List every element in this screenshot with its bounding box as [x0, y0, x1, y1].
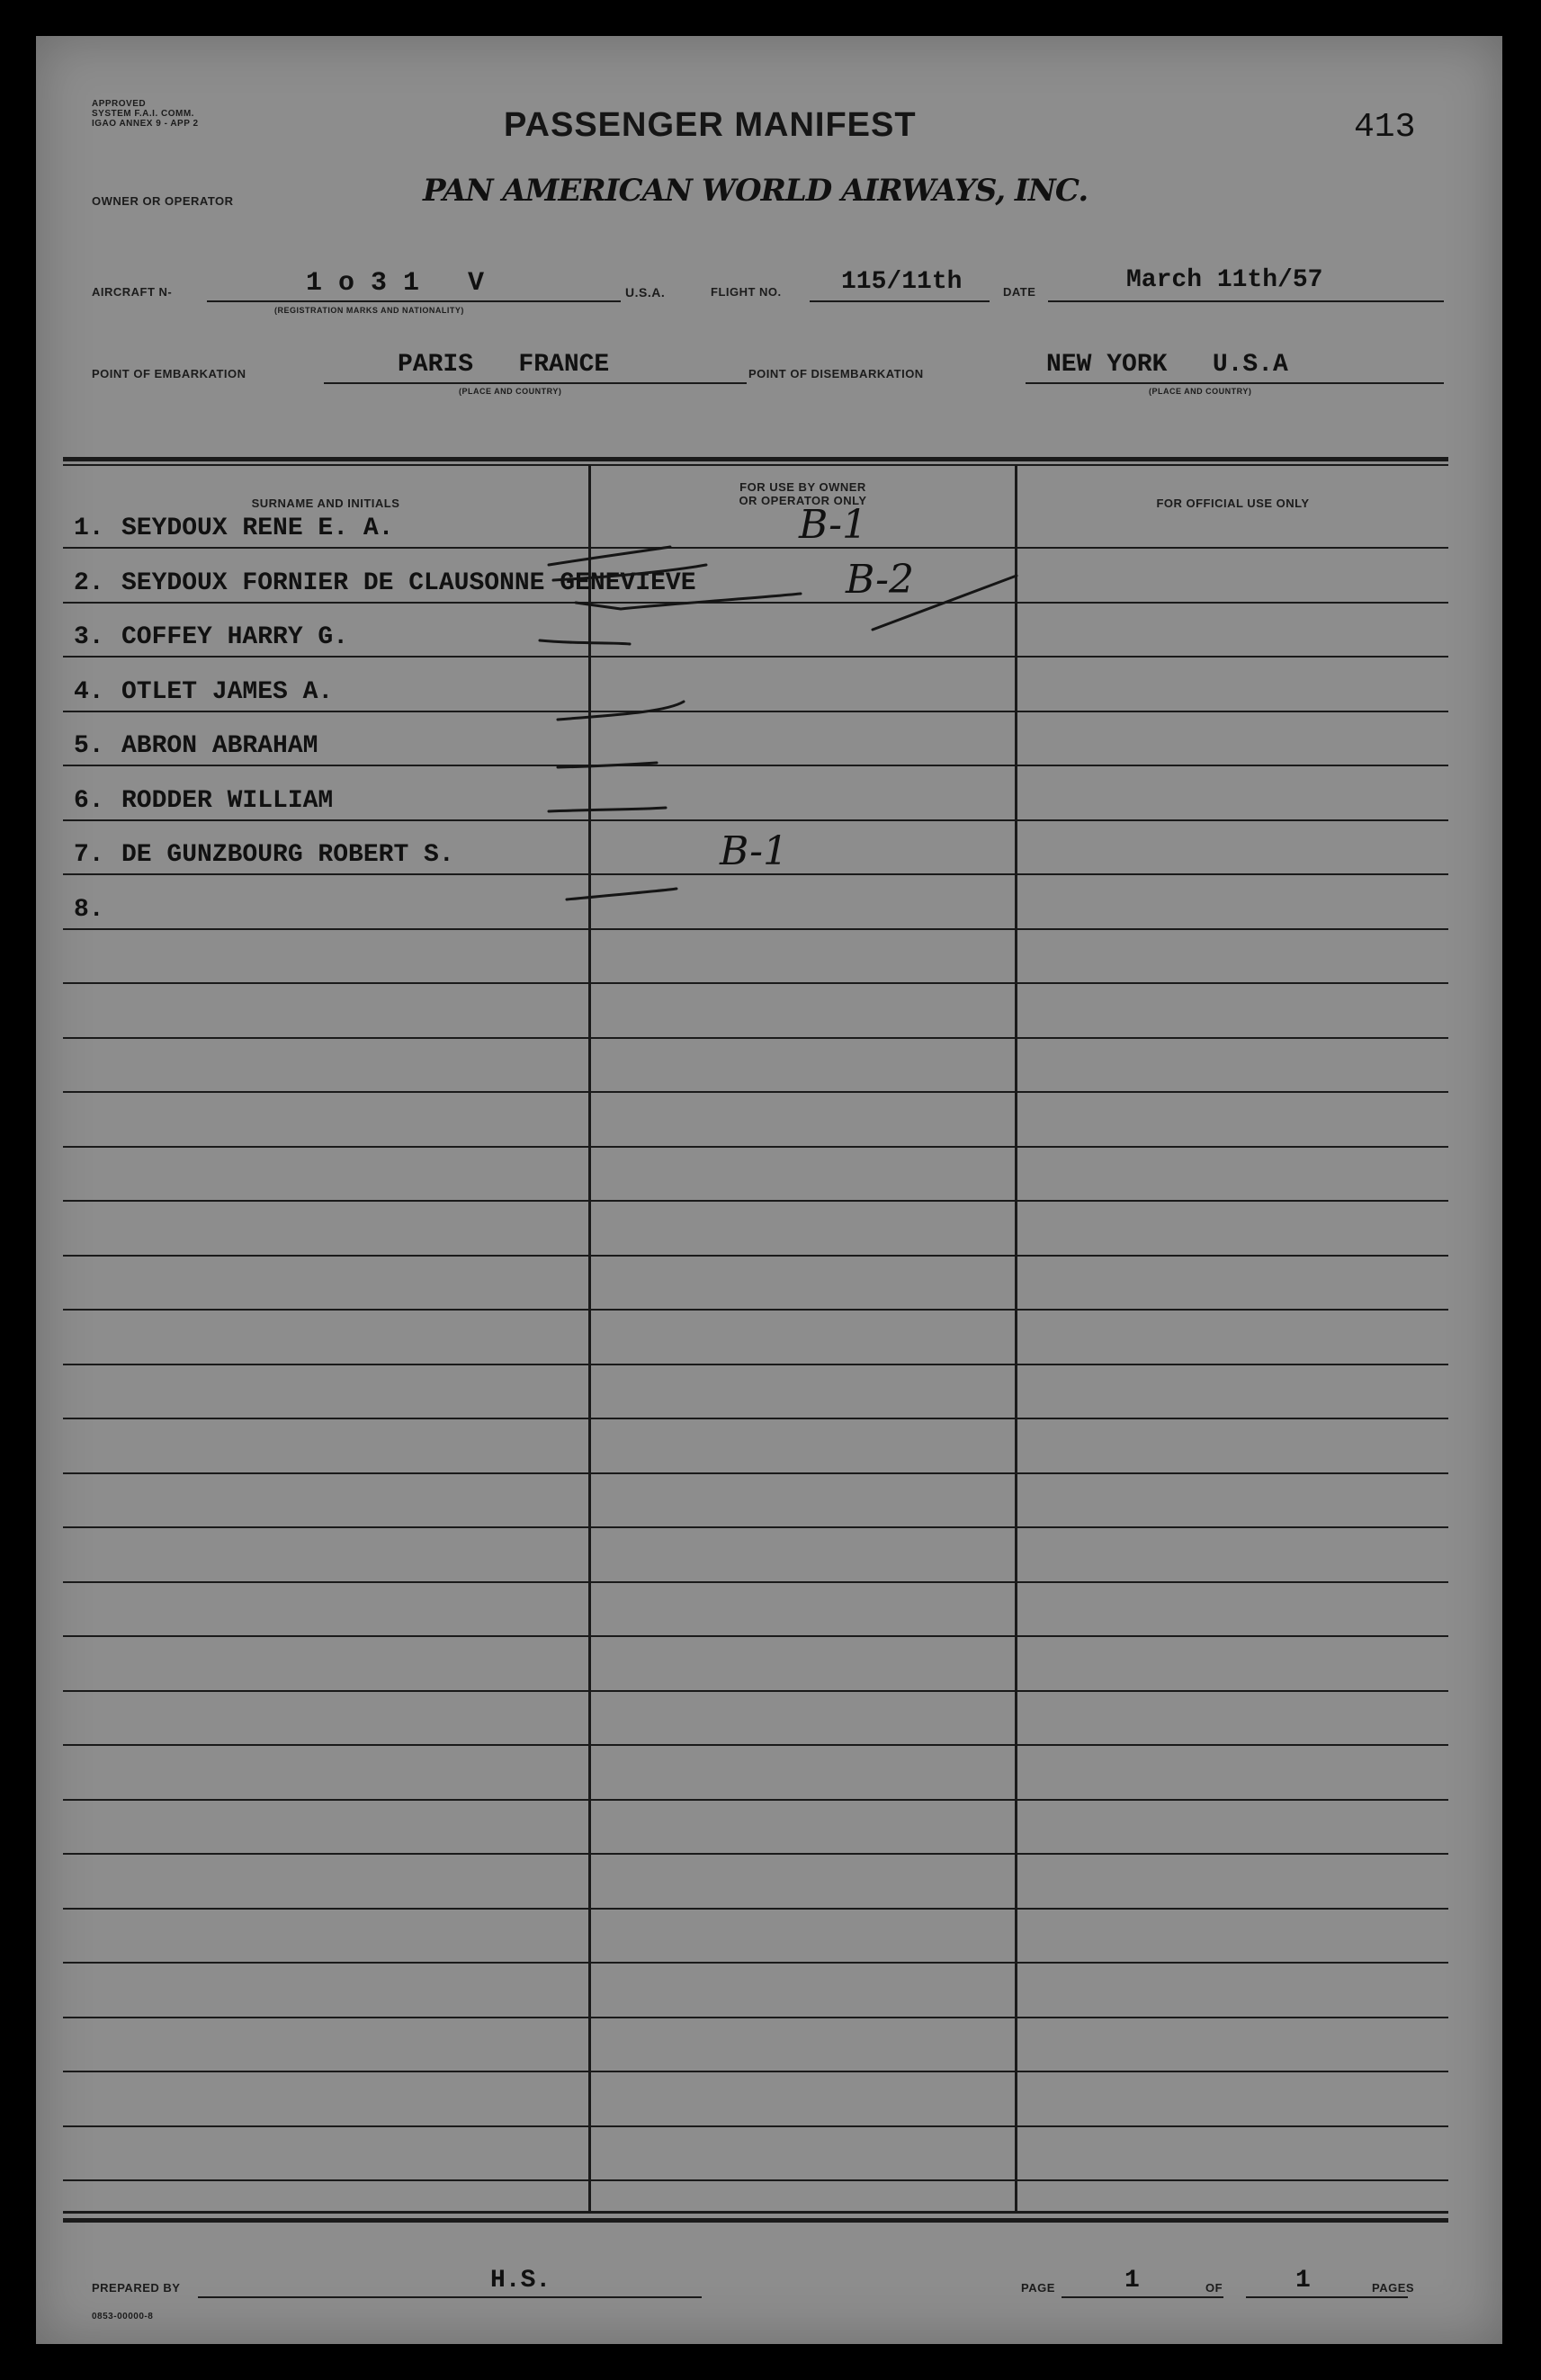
passenger-name: COFFEY HARRY G.	[121, 623, 349, 651]
ruled-line	[63, 1037, 1448, 1039]
aircraft-label: AIRCRAFT N-	[92, 285, 173, 299]
prepared-label: PREPARED BY	[92, 2281, 181, 2295]
row-number: 5.	[74, 732, 104, 760]
ruled-line	[63, 1418, 1448, 1419]
owner-note: B-1	[799, 502, 868, 548]
approval-note: APPROVED SYSTEM F.A.I. COMM. IGAO ANNEX 9 - APP 2	[92, 99, 199, 129]
pen-stroke	[549, 808, 666, 811]
row-number: 1.	[74, 514, 104, 542]
ruled-line	[63, 1799, 1448, 1801]
embark-caption: (PLACE AND COUNTRY)	[459, 387, 562, 396]
pages-label: PAGES	[1372, 2281, 1415, 2295]
ruled-line	[63, 2179, 1448, 2181]
prepared-by: H.S.	[490, 2267, 551, 2295]
ruled-line	[63, 1200, 1448, 1202]
embark-value: PARIS FRANCE	[398, 351, 610, 379]
ruled-line	[63, 1255, 1448, 1257]
passenger-name: DE GUNZBOURG ROBERT S.	[121, 841, 454, 869]
ruled-line	[63, 2017, 1448, 2018]
aircraft-value: 1 o 3 1 V	[306, 268, 485, 299]
row-number: 6.	[74, 787, 104, 815]
ruled-line	[63, 1472, 1448, 1474]
row-number: 4.	[74, 678, 104, 706]
passenger-name: RODDER WILLIAM	[121, 787, 334, 815]
pen-stroke	[567, 889, 676, 899]
ruled-line	[63, 1146, 1448, 1148]
form-code: 0853-00000-8	[92, 2312, 154, 2322]
header-surname: SURNAME AND INITIALS	[251, 497, 400, 510]
ruled-line	[63, 1908, 1448, 1910]
ruled-line	[63, 1526, 1448, 1528]
pen-stroke	[553, 565, 706, 580]
date-value: March 11th/57	[1126, 266, 1323, 294]
pen-marks	[36, 36, 1502, 1025]
passenger-name: SEYDOUX RENE E. A.	[121, 514, 394, 542]
ruled-line	[63, 2071, 1448, 2072]
prepared-underline	[198, 2296, 702, 2298]
embark-label: POINT OF EMBARKATION	[92, 367, 246, 380]
total-pages: 1	[1295, 2267, 1311, 2295]
country-label: U.S.A.	[625, 285, 666, 300]
page-number: 413	[1354, 108, 1416, 147]
passenger-name: SEYDOUX FORNIER DE CLAUSONNE GENEVIEVE	[121, 569, 696, 597]
ruled-line	[63, 1744, 1448, 1746]
ruled-line	[63, 1091, 1448, 1093]
ruled-line	[63, 2125, 1448, 2127]
ruled-line	[63, 1635, 1448, 1637]
flight-label: FLIGHT NO.	[711, 285, 782, 299]
ruled-line	[63, 1690, 1448, 1692]
pen-stroke	[873, 576, 1017, 630]
operator-name: PAN AMERICAN WORLD AIRWAYS, INC.	[423, 173, 1089, 209]
of-underline	[1246, 2296, 1408, 2298]
row-number: 7.	[74, 841, 104, 869]
page-title: PASSENGER MANIFEST	[504, 106, 917, 144]
owner-note: B-2	[846, 557, 915, 603]
header-official-use: FOR OFFICIAL USE ONLY	[1156, 497, 1310, 510]
flight-number: 115/11th	[841, 268, 963, 296]
of-label: OF	[1205, 2281, 1223, 2295]
page-underline	[1062, 2296, 1223, 2298]
ruled-line	[63, 1853, 1448, 1855]
aircraft-caption: (REGISTRATION MARKS AND NATIONALITY)	[274, 306, 464, 315]
row-number: 2.	[74, 569, 104, 597]
pen-stroke	[540, 640, 630, 644]
pen-stroke	[576, 594, 801, 609]
disembark-caption: (PLACE AND COUNTRY)	[1149, 387, 1252, 396]
ruled-line	[63, 1581, 1448, 1583]
table-bottom-border-2	[63, 2218, 1448, 2223]
owner-note: B-1	[720, 828, 789, 874]
page-label: PAGE	[1021, 2281, 1055, 2295]
passenger-name: OTLET JAMES A.	[121, 678, 334, 706]
pen-stroke	[549, 547, 670, 565]
owner-label: OWNER OR OPERATOR	[92, 194, 234, 208]
disembark-value: NEW YORK U.S.A	[1046, 351, 1288, 379]
passenger-name: ABRON ABRAHAM	[121, 732, 318, 760]
pen-stroke	[558, 763, 657, 767]
disembark-label: POINT OF DISEMBARKATION	[748, 367, 924, 380]
ruled-line	[63, 1962, 1448, 1964]
ruled-line	[63, 1309, 1448, 1311]
table-bottom-border	[63, 2211, 1448, 2214]
header-owner-use: FOR USE BY OWNER OR OPERATOR ONLY	[739, 480, 867, 507]
ruled-line	[63, 1364, 1448, 1365]
row-number: 3.	[74, 623, 104, 651]
date-label: DATE	[1003, 285, 1036, 299]
row-number: 8.	[74, 896, 104, 924]
pen-stroke	[558, 702, 684, 720]
manifest-sheet	[36, 36, 1502, 2344]
page-value: 1	[1124, 2267, 1140, 2295]
